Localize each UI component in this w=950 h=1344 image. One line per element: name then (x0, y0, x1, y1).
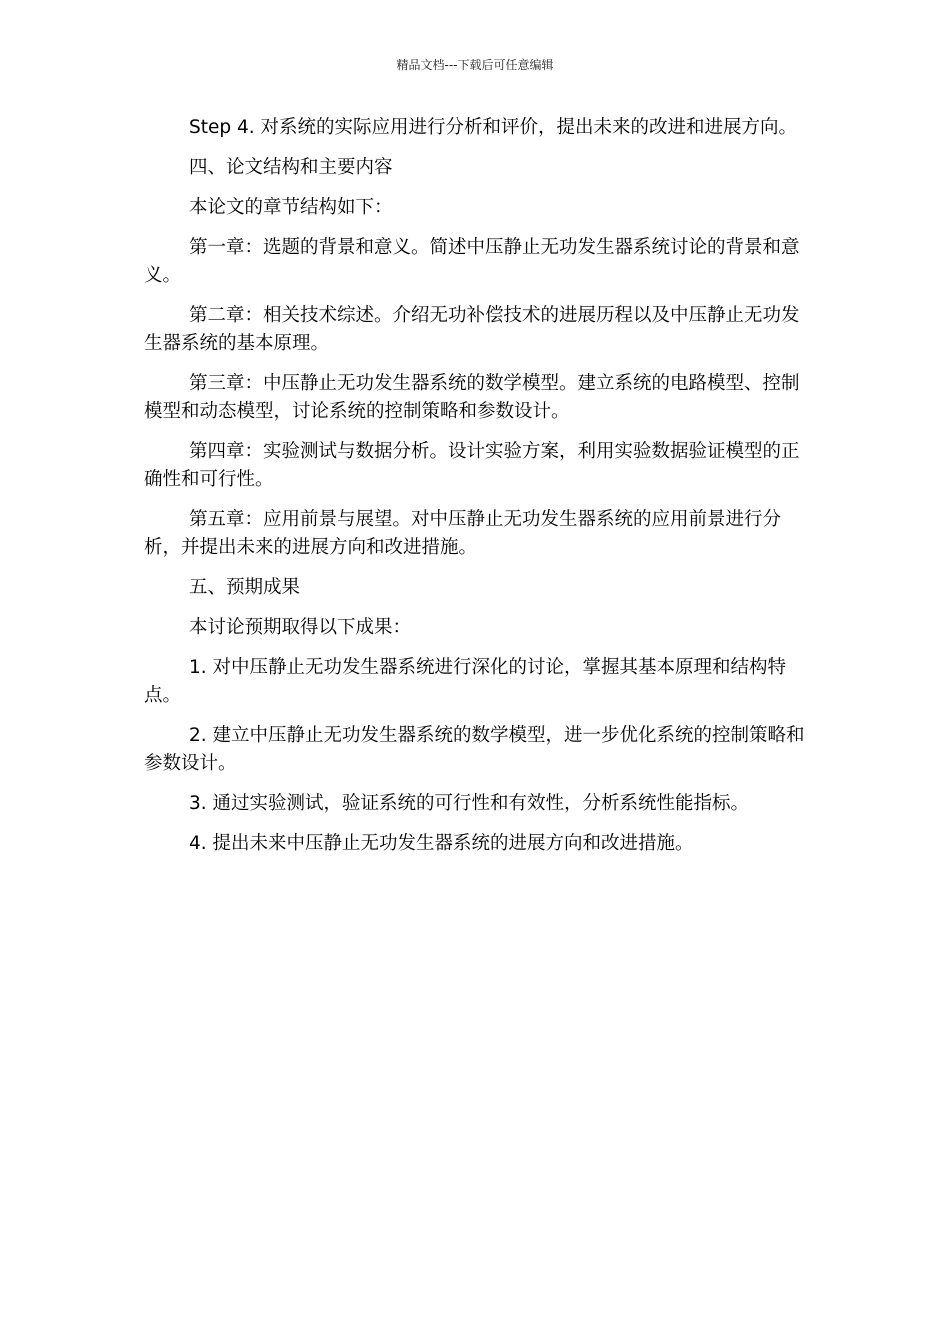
paragraph-chapter-4: 第四章：实验测试与数据分析。设计实验方案，利用实验数据验证模型的正确性和可行性。 (144, 441, 800, 490)
paragraph-step4: Step 4. 对系统的实际应用进行分析和评价，提出未来的改进和进展方向。 (189, 117, 798, 138)
list-item-result-2: 2. 建立中压静止无功发生器系统的数学模型，进一步优化系统的控制策略和参数设计。 (144, 725, 805, 774)
paragraph-chapter-5: 第五章：应用前景与展望。对中压静止无功发生器系统的应用前景进行分析，并提出未来的进展方向和改进措施。 (144, 509, 782, 558)
document-body (144, 114, 810, 870)
paragraph-chapter-2: 第二章：相关技术综述。介绍无功补偿技术的进展历程以及中压静止无功发生器系统的基本原理。 (144, 305, 800, 354)
list-item-result-4: 4. 提出未来中压静止无功发生器系统的进展方向和改进措施。 (189, 833, 694, 854)
list-item-result-1: 1. 对中压静止无功发生器系统进行深化的讨论，掌握其基本原理和结构特点。 (144, 657, 787, 706)
paragraph-chapter-1: 第一章：选题的背景和意义。简述中压静止无功发生器系统讨论的背景和意义。 (144, 237, 800, 286)
paragraph-chapter-3: 第三章：中压静止无功发生器系统的数学模型。建立系统的电路模型、控制模型和动态模型，讨论系统的控制策略和参数设计。 (144, 373, 800, 422)
section-heading-results: 五、预期成果 (189, 577, 301, 598)
section-heading-structure: 四、论文结构和主要内容 (189, 157, 393, 178)
list-item-result-3: 3. 通过实验测试，验证系统的可行性和有效性，分析系统性能指标。 (189, 793, 750, 814)
paragraph-results-intro: 本讨论预期取得以下成果： (189, 617, 412, 638)
page-header: 精品文档---下载后可任意编辑 (396, 58, 554, 72)
paragraph-chapter-intro: 本论文的章节结构如下： (189, 197, 393, 218)
